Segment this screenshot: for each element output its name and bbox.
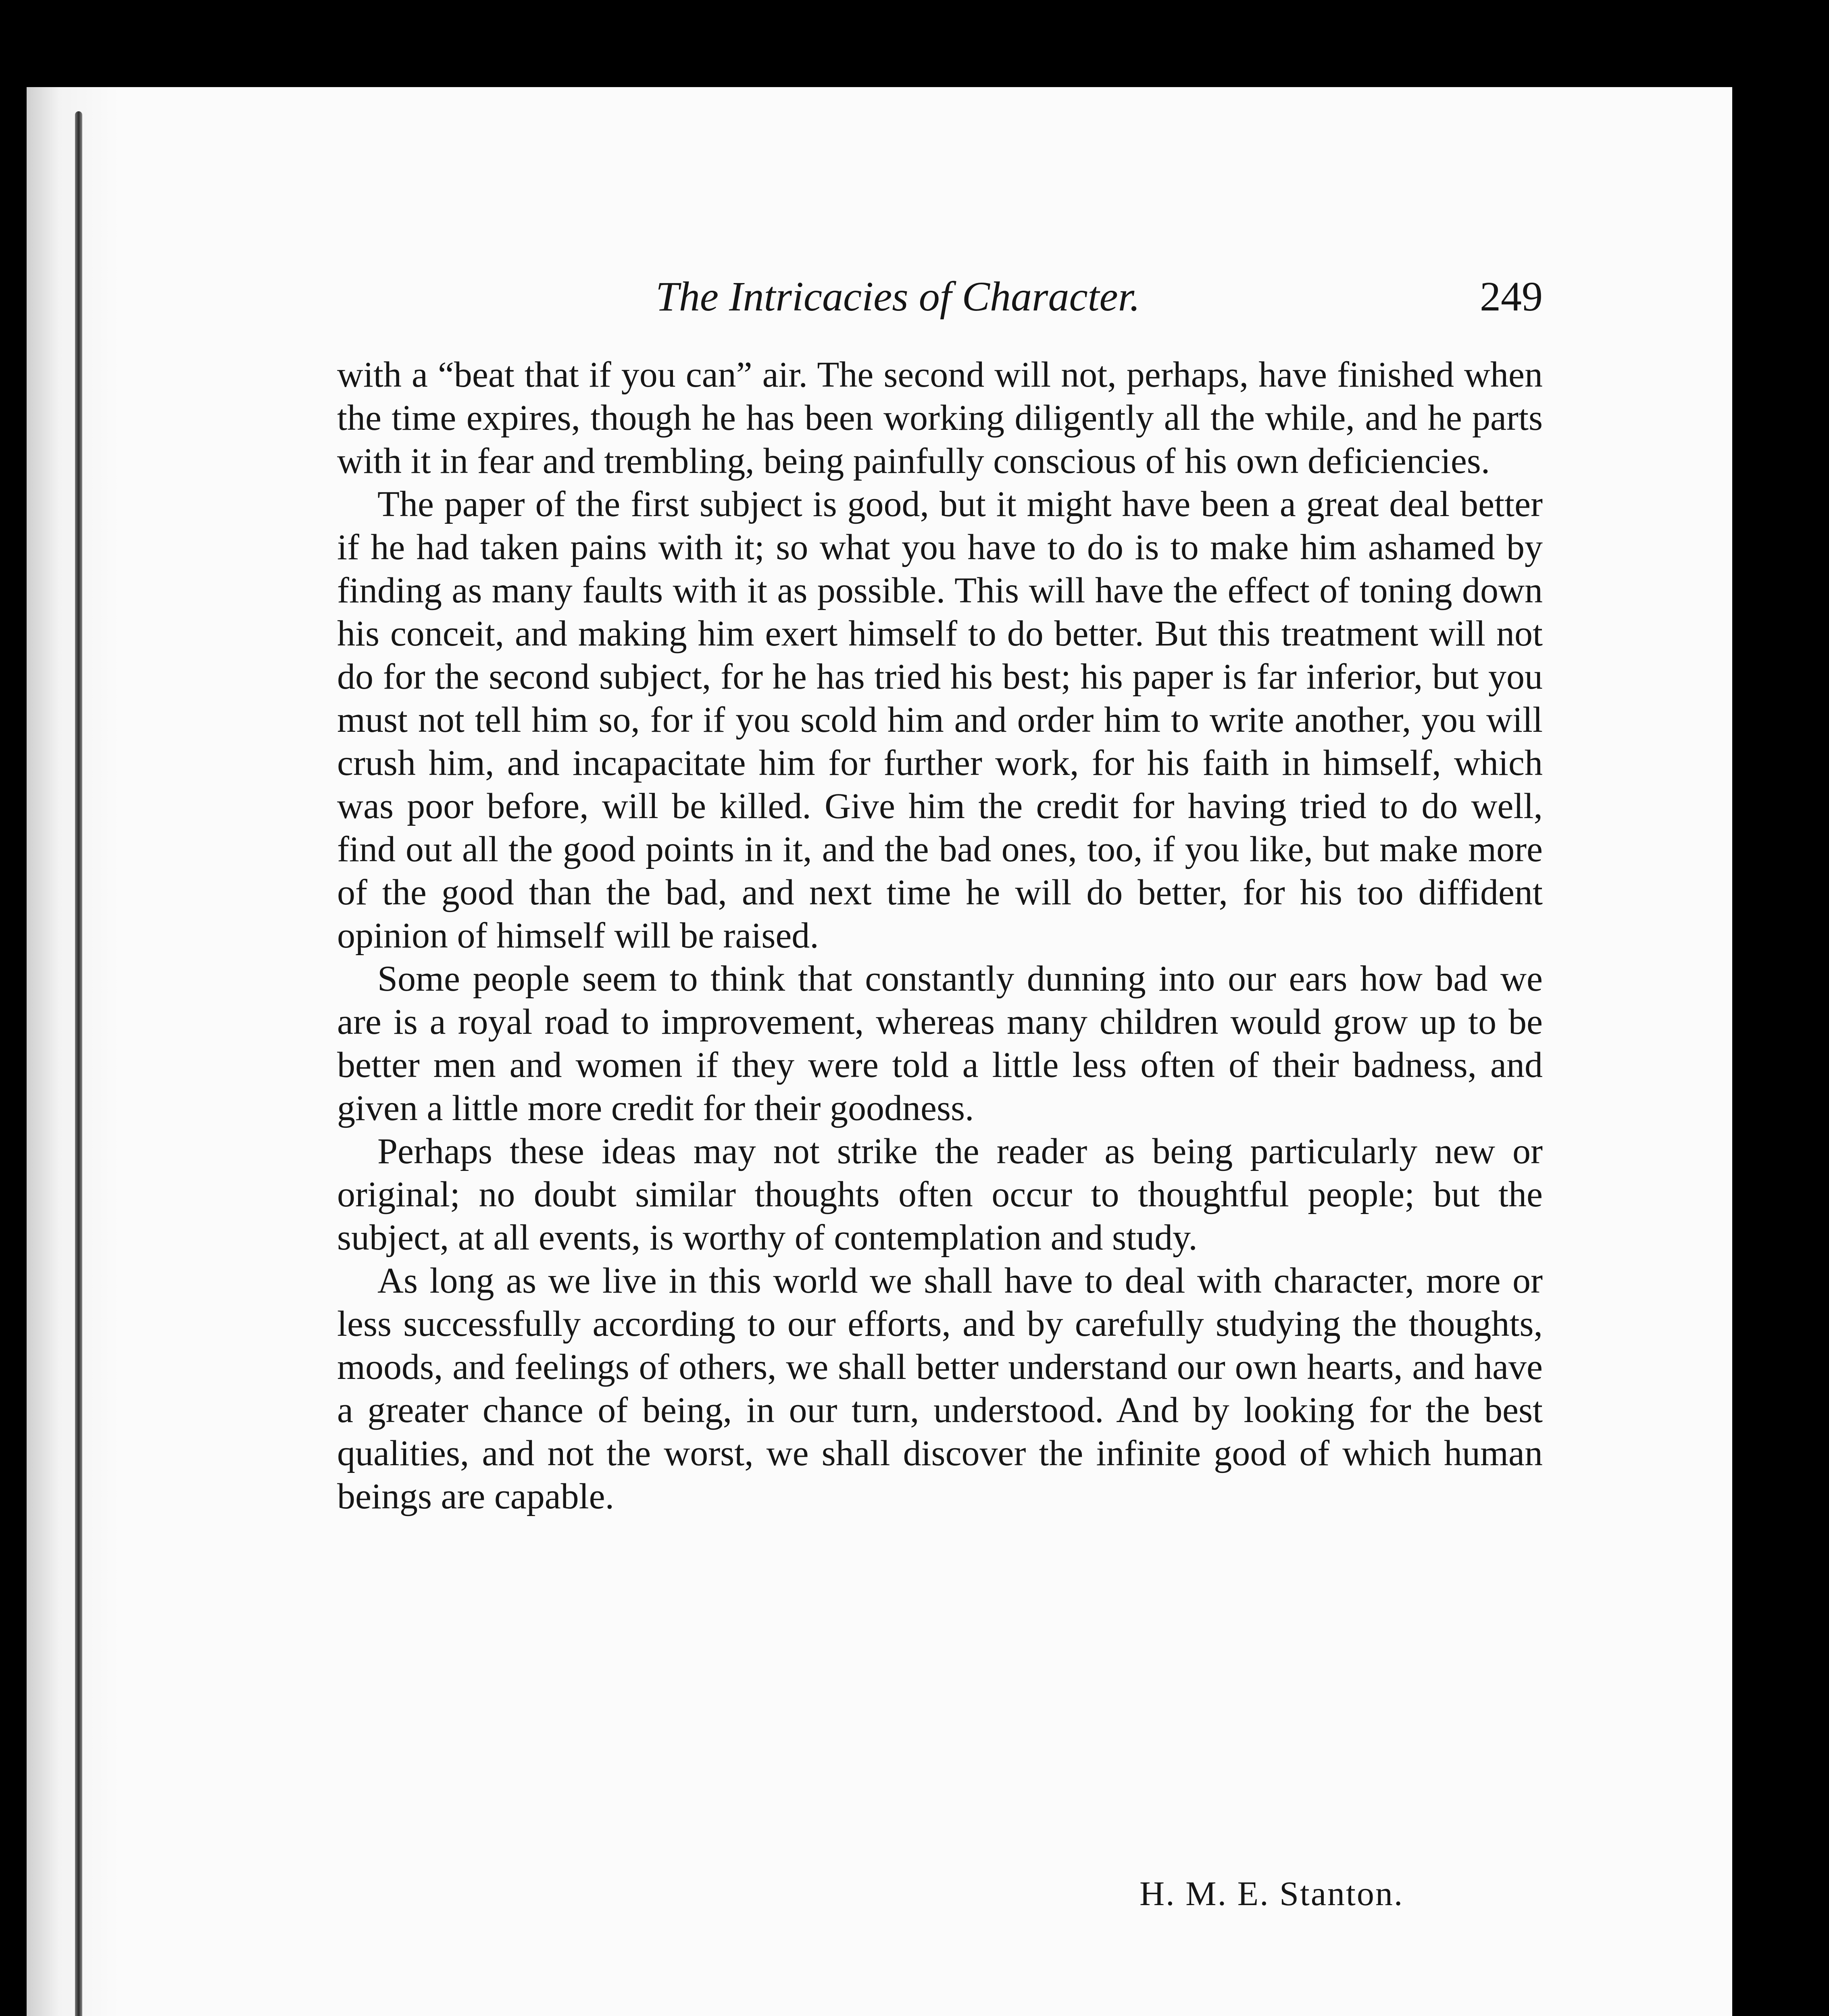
paragraph: Some people seem to think that constantly dunning into our ears how bad we are is a royal road to improvement, whereas many children would grow up to be better men and women if they were told a little less often of their badness, and given a little more credit for their goodness. xyxy=(337,959,1543,1128)
running-title: The Intricacies of Character. xyxy=(656,273,1140,320)
book-page xyxy=(27,87,1732,2016)
article-body xyxy=(337,353,1543,1518)
paragraph: Perhaps these ideas may not strike the reader as being particularly new or original; no doubt similar thoughts often occur to thoughtful people; but the subject, at all events, is worthy of contemplation and study. xyxy=(337,1131,1543,1258)
paragraph: The paper of the first subject is good, but it might have been a great deal better if he had taken pains with it; so what you have to do is to make him ashamed by finding as many faults with it as possible. This will have the effect of toning down his conceit, and making him exert himself to do better. But this treatment will not do for the second subject, for he has tried his best; his paper is far inferior, but you must not tell him so, for if you scold him and order him to write another, you will crush him, and incapacitate him for further work, for his faith in himself, which was poor before, will be killed. Give him the credit for having tried to do well, find out all the good points in it, and the bad ones, too, if you like, but make more of the good than the bad, and next time he will do better, for his too diffident opinion of himself will be raised. xyxy=(337,484,1543,956)
page-number: 249 xyxy=(1480,273,1543,320)
paragraph: As long as we live in this world we shall have to deal with character, more or less successfully according to our efforts, and by carefully studying the thoughts, moods, and feelings of others, we shall better understand our own hearts, and have a greater chance of being, in our turn, understood. And by looking for the best qualities, and not the worst, we shall discover the infinite good of which human beings are capable. xyxy=(337,1261,1543,1516)
running-header xyxy=(656,273,1543,333)
author-signature: H. M. E. Stanton. xyxy=(1139,1874,1404,1913)
page-binding-shadow xyxy=(27,87,119,2016)
paragraph: with a “beat that if you can” air. The second will not, perhaps, have finished when the time expires, though he has been working diligently all the while, and he parts with it in fear and trembling, being painfully conscious of his own deficiencies. xyxy=(337,355,1543,481)
binding-edge xyxy=(75,111,82,2016)
